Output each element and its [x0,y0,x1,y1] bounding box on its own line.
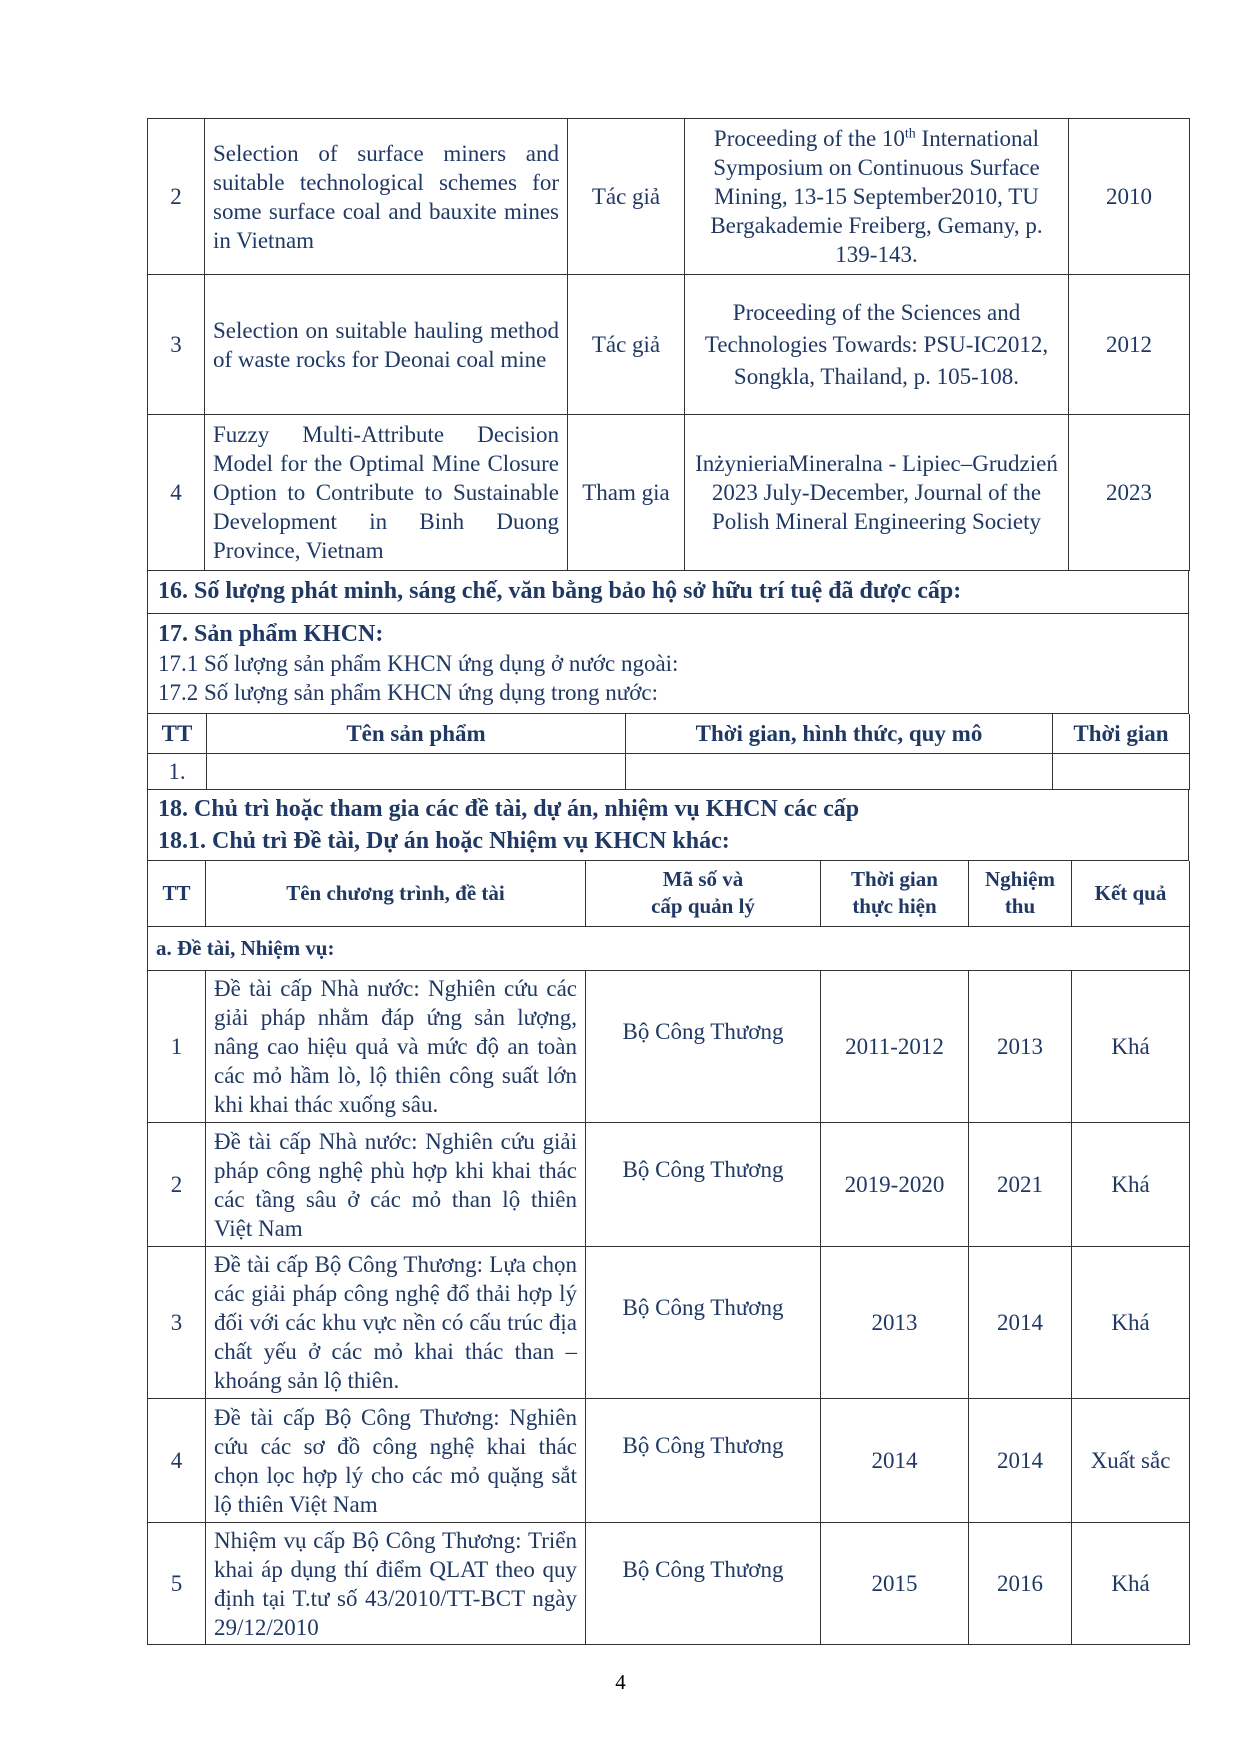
col-header-project-name: Tên chương trình, đề tài [206,861,586,927]
section-17-line-2: 17.2 Số lượng sản phẩm KHCN ứng dụng trong nước: [158,679,658,705]
col-header-acceptance: Nghiệm thu [969,861,1072,927]
pub-tt: 4 [148,415,205,571]
pub-title: Selection of surface miners and suitable technological schemes for some surface coal and bauxite mines in Vietnam [205,119,568,275]
project-tt: 4 [148,1399,206,1523]
project-acceptance: 2013 [969,971,1072,1123]
section-16-heading: 16. Số lượng phát minh, sáng chế, văn bằng bảo hộ sở hữu trí tuệ đã được cấp: [148,571,1189,613]
table-row [148,971,1190,1123]
table-row [148,754,1190,790]
pub-title: Selection on suitable hauling method of waste rocks for Deonai coal mine [205,275,568,415]
col-header-code: Mã số và cấp quản lý [586,861,821,927]
pub-role: Tham gia [568,415,685,571]
project-name: Đề tài cấp Nhà nước: Nghiên cứu giải pháp công nghệ phù hợp khi khai thác các tầng sâu ở các mỏ than lộ thiên Việt Nam [206,1123,586,1247]
table-row [148,275,1190,415]
project-org: Bộ Công Thương [586,971,821,1123]
project-tt: 5 [148,1523,206,1645]
pub-venue: InżynieriaMineralna - Lipiec–Grudzień 2023 July-December, Journal of the Polish Mineral Engineering Society [685,415,1069,571]
project-result: Khá [1072,971,1190,1123]
project-tt: 1 [148,971,206,1123]
section-17-line-1: 17.1 Số lượng sản phẩm KHCN ứng dụng ở nước ngoài: [158,650,679,676]
group-a-heading: a. Đề tài, Nhiệm vụ: [148,927,1190,971]
pub-venue: Proceeding of the 10th International Symposium on Continuous Surface Mining, 13-15 September2010, TU Bergakademie Freiberg, Gemany, p. 139-143. [685,119,1069,275]
project-org: Bộ Công Thương [586,1523,821,1645]
col-header-period: Thời gian thực hiện [821,861,969,927]
product-time [1053,754,1190,790]
project-period: 2015 [821,1523,969,1645]
col-header-product-name: Tên sản phẩm [207,714,626,754]
project-period: 2014 [821,1399,969,1523]
product-tt: 1. [148,754,207,790]
project-org: Bộ Công Thương [586,1123,821,1247]
col-header-result: Kết quả [1072,861,1190,927]
col-header-tt: TT [148,714,207,754]
product-form [626,754,1053,790]
project-result: Xuất sắc [1072,1399,1190,1523]
project-period: 2011-2012 [821,971,969,1123]
project-name: Đề tài cấp Bộ Công Thương: Lựa chọn các giải pháp công nghệ đổ thải hợp lý đối với các khu vực nền có cấu trúc địa chất yếu ở các mỏ khai thác than – khoáng sản lộ thiên. [206,1247,586,1399]
products-table [147,714,1190,791]
table-row [148,1123,1190,1247]
publications-table [147,118,1190,571]
project-acceptance: 2014 [969,1247,1072,1399]
project-result: Khá [1072,1523,1190,1645]
table-row [148,1523,1190,1645]
pub-title: Fuzzy Multi-Attribute Decision Model for the Optimal Mine Closure Option to Contribute to Sustainable Development in Binh Duong Province, Vietnam [205,415,568,571]
pub-tt: 2 [148,119,205,275]
section-18-block [148,790,1189,860]
section-18-1-heading: 18.1. Chủ trì Đề tài, Dự án hoặc Nhiệm vụ KHCN khác: [158,827,730,854]
project-acceptance: 2016 [969,1523,1072,1645]
col-header-form: Thời gian, hình thức, quy mô [626,714,1053,754]
section-16-17 [147,571,1189,714]
project-result: Khá [1072,1123,1190,1247]
section-17-heading: 17. Sản phẩm KHCN: [158,620,384,647]
projects-table [147,861,1190,1646]
project-tt: 3 [148,1247,206,1399]
col-header-time: Thời gian [1053,714,1190,754]
pub-role: Tác giả [568,275,685,415]
table-row [148,415,1190,571]
project-name: Nhiệm vụ cấp Bộ Công Thương: Triển khai áp dụng thí điểm QLAT theo quy định tại T.tư số 43/2010/TT-BCT ngày 29/12/2010 [206,1523,586,1645]
pub-year: 2023 [1069,415,1190,571]
table-row [148,1247,1190,1399]
product-name [207,754,626,790]
pub-role: Tác giả [568,119,685,275]
project-period: 2019-2020 [821,1123,969,1247]
document-page [147,118,1189,1645]
project-acceptance: 2021 [969,1123,1072,1247]
pub-tt: 3 [148,275,205,415]
project-org: Bộ Công Thương [586,1399,821,1523]
project-name: Đề tài cấp Bộ Công Thương: Nghiên cứu các sơ đồ công nghệ khai thác chọn lọc hợp lý cho các mỏ quặng sắt lộ thiên Việt Nam [206,1399,586,1523]
table-row [148,119,1190,275]
pub-venue: Proceeding of the Sciences and Technologies Towards: PSU-IC2012, Songkla, Thailand, p. 105-108. [685,275,1069,415]
page-number: 4 [615,1670,626,1694]
project-period: 2013 [821,1247,969,1399]
col-header-tt: TT [148,861,206,927]
section-18-heading: 18. Chủ trì hoặc tham gia các đề tài, dự án, nhiệm vụ KHCN các cấp [158,795,860,822]
pub-year: 2012 [1069,275,1190,415]
pub-year: 2010 [1069,119,1190,275]
project-result: Khá [1072,1247,1190,1399]
project-org: Bộ Công Thương [586,1247,821,1399]
project-tt: 2 [148,1123,206,1247]
section-17-block [148,613,1189,713]
project-acceptance: 2014 [969,1399,1072,1523]
section-18 [147,790,1189,861]
project-name: Đề tài cấp Nhà nước: Nghiên cứu các giải pháp nhằm đáp ứng sản lượng, nâng cao hiệu quả và mức độ an toàn các mỏ hầm lò, lộ thiên công suất lớn khi khai thác xuống sâu. [206,971,586,1123]
table-row [148,1399,1190,1523]
